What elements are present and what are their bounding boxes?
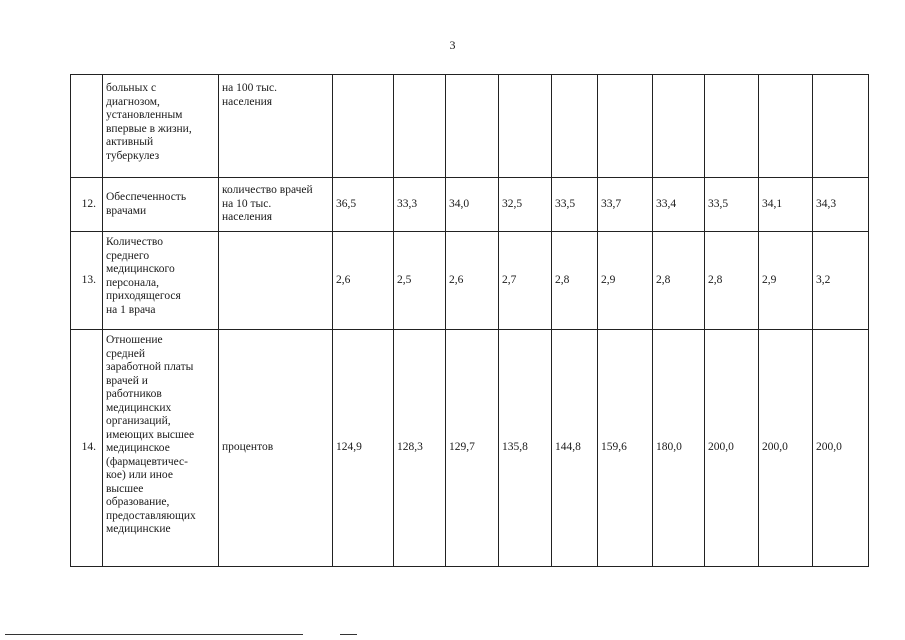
value-cell — [759, 75, 813, 178]
footer-rule — [5, 634, 303, 635]
value-cell — [598, 75, 653, 178]
value-cell: 2,8 — [653, 232, 705, 330]
value-cell — [394, 75, 446, 178]
unit-of-measure: на 100 тыс. населения — [219, 75, 333, 178]
value-cell — [813, 75, 869, 178]
value-cell: 34,0 — [446, 178, 499, 232]
value-cell: 129,7 — [446, 330, 499, 567]
indicator-name: Обеспеченность врачами — [103, 178, 219, 232]
value-cell — [333, 75, 394, 178]
value-cell: 3,2 — [813, 232, 869, 330]
value-cell — [653, 75, 705, 178]
row-number: 14. — [71, 330, 103, 567]
indicator-name: Количество среднего медицинского персонала, приходящегося на 1 врача — [103, 232, 219, 330]
value-cell: 2,8 — [552, 232, 598, 330]
value-cell: 34,1 — [759, 178, 813, 232]
value-cell: 34,3 — [813, 178, 869, 232]
value-cell: 128,3 — [394, 330, 446, 567]
row-number: 13. — [71, 232, 103, 330]
value-cell: 2,6 — [446, 232, 499, 330]
value-cell: 33,7 — [598, 178, 653, 232]
value-cell: 2,9 — [759, 232, 813, 330]
value-cell — [705, 75, 759, 178]
page-number: 3 — [449, 38, 456, 52]
indicator-name: Отношение средней заработной платы врачей и работников медицинских организаций, имеющих высшее медицинское (фармацевтичес- кое) или иное высшее образование, предоставляющих медицинские — [103, 330, 219, 567]
row-number: 12. — [71, 178, 103, 232]
indicator-name: больных с диагнозом, установленным впервые в жизни, активный туберкулез — [103, 75, 219, 178]
value-cell — [499, 75, 552, 178]
value-cell: 2,9 — [598, 232, 653, 330]
value-cell: 180,0 — [653, 330, 705, 567]
table-row — [71, 232, 869, 330]
table-row — [71, 75, 869, 178]
value-cell: 33,5 — [705, 178, 759, 232]
value-cell: 144,8 — [552, 330, 598, 567]
table-row — [71, 178, 869, 232]
value-cell: 200,0 — [705, 330, 759, 567]
value-cell: 33,3 — [394, 178, 446, 232]
value-cell: 36,5 — [333, 178, 394, 232]
value-cell: 159,6 — [598, 330, 653, 567]
value-cell: 32,5 — [499, 178, 552, 232]
value-cell: 2,5 — [394, 232, 446, 330]
value-cell — [446, 75, 499, 178]
value-cell: 2,6 — [333, 232, 394, 330]
value-cell: 124,9 — [333, 330, 394, 567]
indicators-table — [70, 74, 869, 567]
value-cell — [552, 75, 598, 178]
value-cell: 2,7 — [499, 232, 552, 330]
unit-of-measure — [219, 232, 333, 330]
value-cell: 33,4 — [653, 178, 705, 232]
row-number — [71, 75, 103, 178]
footer-rule — [340, 634, 357, 635]
value-cell: 135,8 — [499, 330, 552, 567]
value-cell: 33,5 — [552, 178, 598, 232]
value-cell: 200,0 — [813, 330, 869, 567]
value-cell: 2,8 — [705, 232, 759, 330]
unit-of-measure: количество врачей на 10 тыс. населения — [219, 178, 333, 232]
table-row — [71, 330, 869, 567]
value-cell: 200,0 — [759, 330, 813, 567]
unit-of-measure: процентов — [219, 330, 333, 567]
